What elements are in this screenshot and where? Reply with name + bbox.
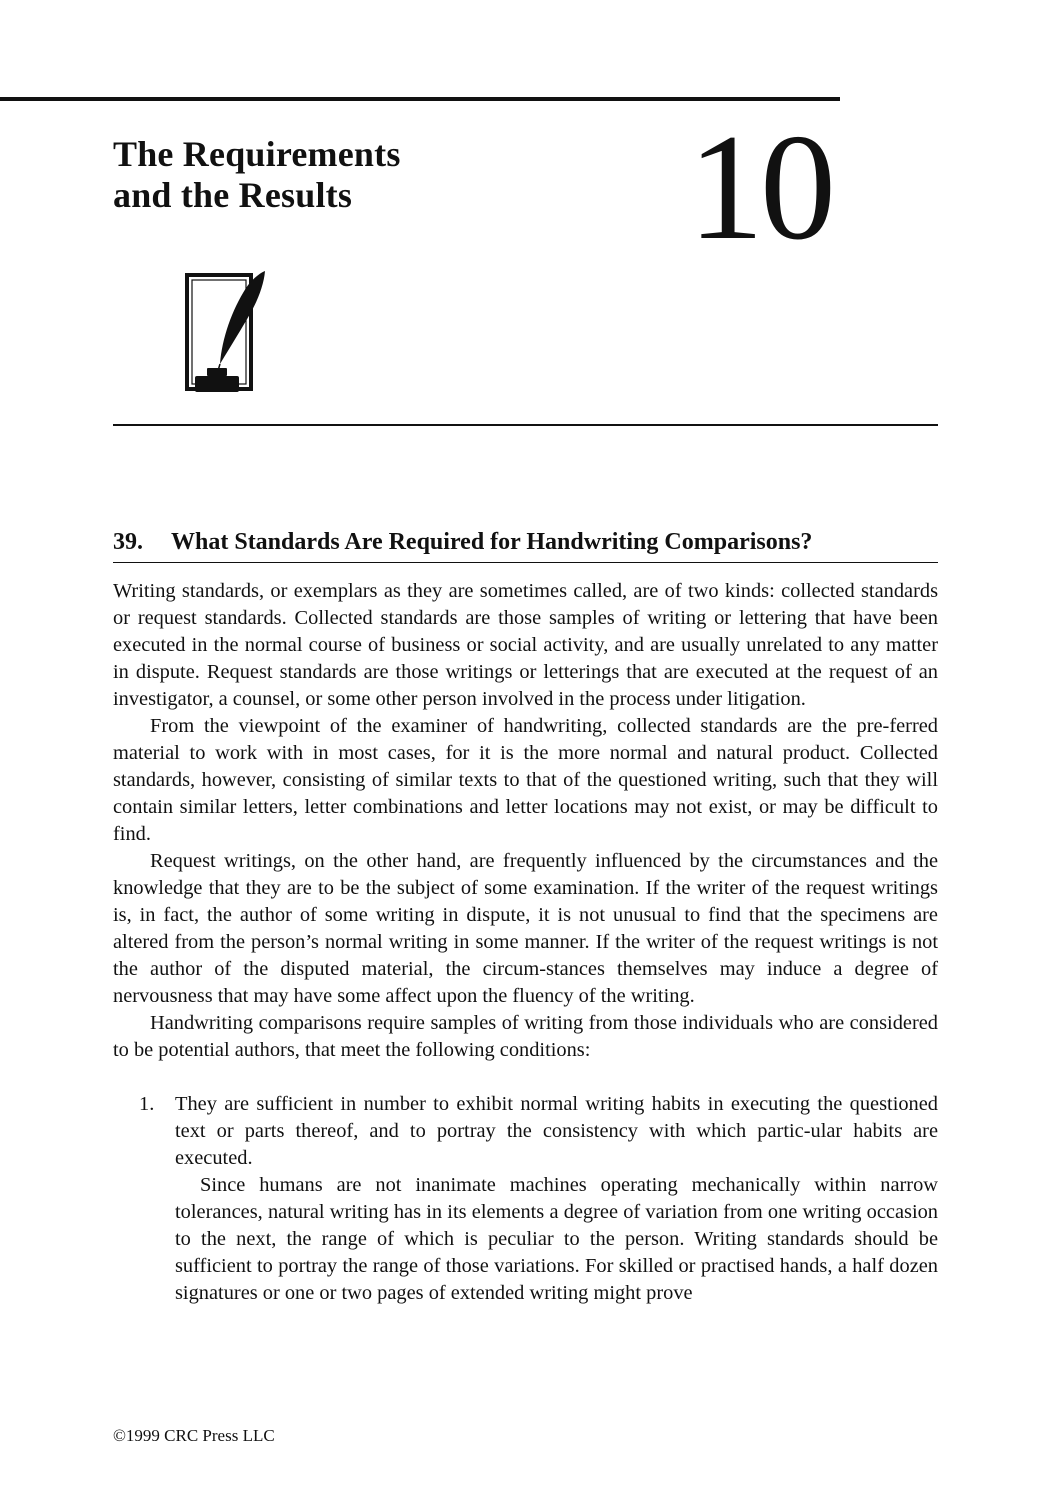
list-item [113, 1091, 938, 1307]
paragraph: From the viewpoint of the examiner of handwriting, collected standards are the pre-ferred material to work with in most cases, for it is the more normal and natural product. Collected standards, however, consisting of similar texts to that of the questioned writing, such that they will contain similar letters, letter combinations and letter locations may not exist, or may be difficult to find. [113, 715, 938, 845]
chapter-title [113, 134, 401, 216]
copyright-footer: ©1999 CRC Press LLC [113, 1426, 275, 1445]
top-rule [0, 97, 840, 101]
paragraph: Writing standards, or exemplars as they are sometimes called, are of two kinds: collected standards or request standards. Collected standards are those samples of writing or lettering that have been executed in the normal course of business or social activity, and are usually unrelated to any matter in dispute. Request standards are those writings or letterings that are executed at the request of an investigator, a counsel, or some other person involved in the process under litigation. [113, 580, 938, 710]
conditions-list [113, 1091, 938, 1307]
paragraph: Handwriting comparisons require samples of writing from those individuals who are considered to be potential authors, that meet the following conditions: [113, 1012, 938, 1061]
chapter-title-line-1: The Requirements [113, 134, 401, 174]
list-item-continuation: Since humans are not inanimate machines operating mechanically within narrow tolerances, natural writing has in its elements a degree of variation from one writing occasion to the next, the range of which is peculiar to the person. Writing standards should be sufficient to portray the range of those variations. For skilled or practised hands, a half dozen signatures or one or two pages of extended writing might prove [175, 1174, 938, 1304]
section-number: 39. [113, 529, 143, 555]
quill-and-inkwell-icon [180, 270, 270, 400]
paragraph: Request writings, on the other hand, are frequently influenced by the circumstances and the knowledge that they are to be the subject of some examination. If the writer of the request writings is, in fact, the author of some writing in dispute, it is not unusual to find that the specimens are altered from the person’s normal writing in some manner. If the writer of the request writings is not the author of the disputed material, the circum-stances themselves may induce a degree of nervousness that may have some affect upon the fluency of the writing. [113, 850, 938, 1007]
chapter-title-line-2: and the Results [113, 175, 353, 215]
chapter-header-rule [113, 424, 938, 426]
section-heading [113, 526, 938, 563]
section-title: What Standards Are Required for Handwriting Comparisons? [171, 529, 813, 555]
chapter-number: 10 [688, 103, 832, 271]
list-marker: 1. [139, 1093, 155, 1115]
list-item-text: They are sufficient in number to exhibit normal writing habits in executing the questioned text or parts thereof, and to portray the consistency with which partic-ular habits are executed. [175, 1093, 938, 1169]
body-text [113, 578, 938, 1307]
